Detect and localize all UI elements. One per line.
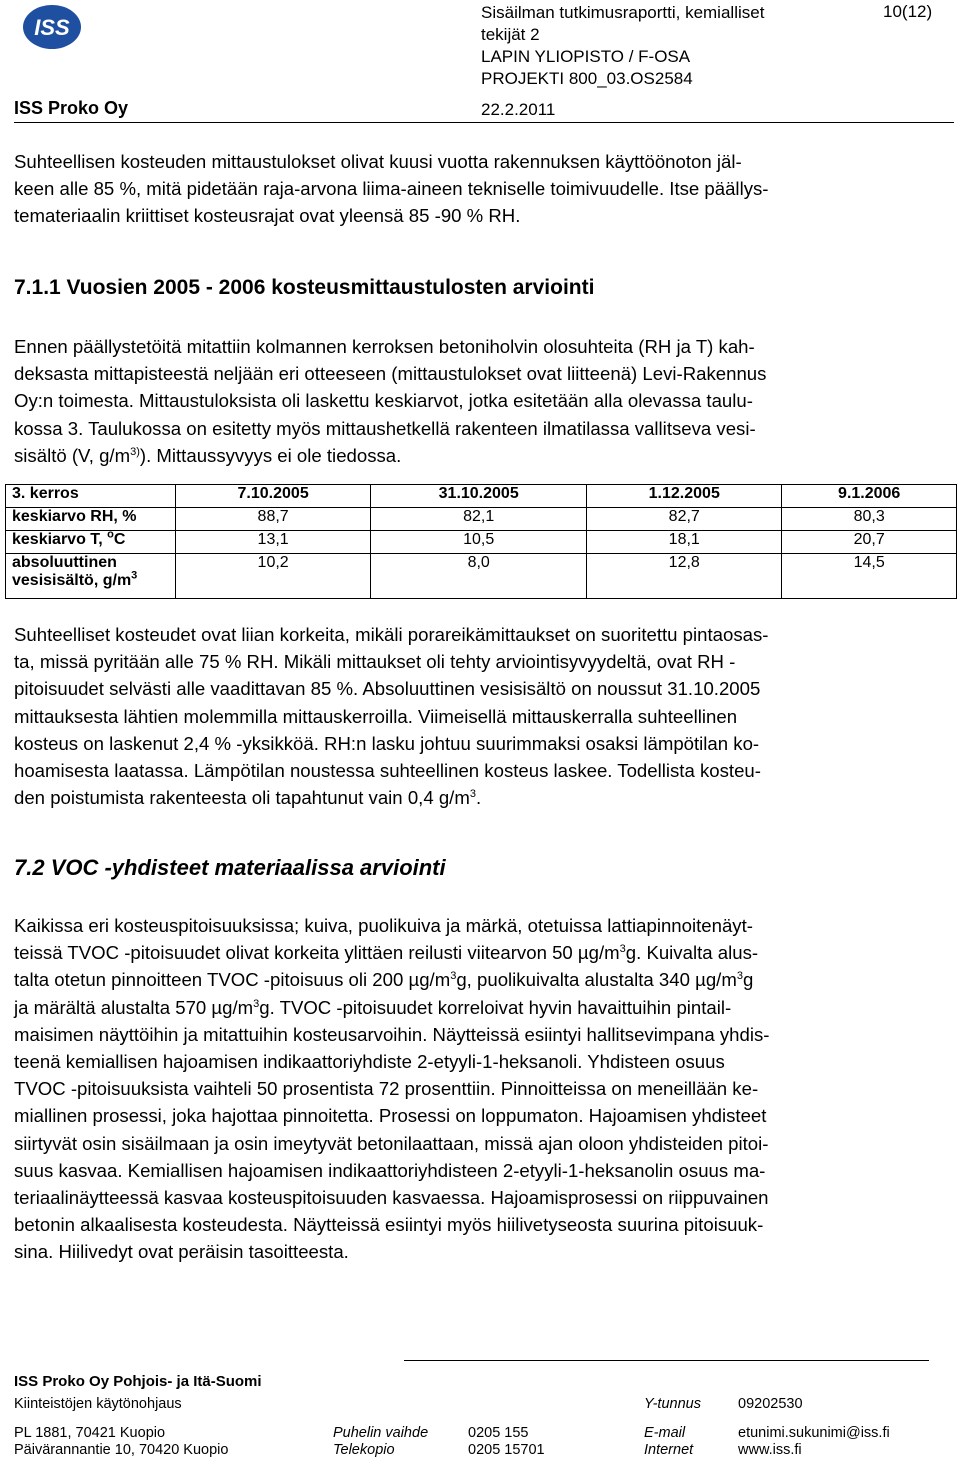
table-header-cell: 3. kerros [6,485,176,508]
iss-logo [22,4,82,50]
table-cell: 20,7 [782,531,957,554]
text-line: kossa 3. Taulukossa on esitetty myös mittaushetkellä rakenteen ilmatilassa vallitseva vesi- [14,417,756,439]
paragraph-measurements [14,333,946,469]
text-line: Ennen päällystetöitä mitattiin kolmannen kerroksen betoniholvin olosuhteita (RH ja T) kah- [14,336,755,357]
table-row [6,531,957,554]
table-cell: 8,0 [371,554,587,599]
footer-company: ISS Proko Oy Pohjois- ja Itä-Suomi [14,1373,262,1390]
report-project-line: PROJEKTI 800_03.OS2584 [481,69,693,88]
text-line: kosteus on laskenut 2,4 % -yksikköä. RH:n lasku johtuu suurimmaksi osaksi lämpötilan ko- [14,732,760,754]
report-client-line: LAPIN YLIOPISTO / F-OSA [481,47,691,66]
paragraph-analysis [14,621,946,811]
text-line: TVOC -pitoisuuksista vaihteli 50 prosentista 72 prosenttiin. Pinnoitteissa on meneillään ke- [14,1078,759,1100]
footer-web-label: Internet [644,1442,694,1458]
page-number: 10(12) [883,2,933,21]
footer-fax: 0205 15701 [468,1442,545,1458]
table-cell: 88,7 [176,508,371,531]
footer-street-address: Päivärannantie 10, 70420 Kuopio [14,1442,229,1458]
text-line: teriaalinäytteessä kasvaa kosteuspitoisuuden kasvaessa. Hajoamisprosessi on riippuvainen [14,1187,769,1209]
text-line: keen alle 85 %, mitä pidetään raja-arvona liima-aineen tekniselle toimivuudelle. Itse päällys- [14,178,769,200]
text-line: ta, missä pyritään alle 75 % RH. Mikäli mittaukset oli tehty arviointisyvyydeltä, ovat RH - [14,651,736,673]
table-cell: 80,3 [782,508,957,531]
text-line: siirtyvät osin sisäilmaan ja osin imeytyvät betonilaattaan, missä ajan oloon yhdisteiden pitoi- [14,1132,769,1154]
table-cell: 82,1 [371,508,587,531]
table-header-cell: 7.10.2005 [176,485,371,508]
footer-email-label: E-mail [644,1425,686,1441]
text-line: hoamisesta laatassa. Lämpötilan noustessa suhteellinen kosteus laskee. Todellista kosteu- [14,760,761,782]
paragraph-rh-results [14,148,946,230]
table-cell: 14,5 [782,554,957,599]
table-row [6,508,957,531]
text-line: temateriaalin kriittiset kosteusrajat ovat yleensä 85 -90 % RH. [14,205,521,227]
text-line: den poistumista rakenteesta oli tapahtunut vain 0,4 $g/m^3$. [14,787,482,809]
footer-web: www.iss.fi [738,1442,802,1458]
text-line: sina. Hiilivedyt ovat peräisin tasoitteesta. [14,1241,349,1263]
measurement-table [5,484,957,599]
report-title-line1: Sisäilman tutkimusraportti, kemialliset [481,3,765,22]
text-line: deksasta mittapisteestä neljään eri otteeseen (mittaustulokset ovat liitteenä) Levi-Rakennus [14,363,767,385]
row-label: keskiarvo RH, % [6,508,176,531]
report-header-info [481,2,764,90]
footer-phone-label: Puhelin vaihde [333,1425,429,1441]
footer-ytunnus: 09202530 [738,1396,803,1412]
table-header-cell: 1.12.2005 [587,485,782,508]
text-line: pitoisuudet selvästi alle vaadittavan 85 %. Absoluuttinen vesisisältö on noussut 31.10.2005 [14,678,761,700]
header-company: ISS Proko Oy [14,98,129,118]
footer-divider [404,1360,929,1361]
text-line: Suhteellisen kosteuden mittaustulokset olivat kuusi vuotta rakennuksen käyttöönoton jäl- [14,151,742,172]
text-line: Oy:n toimesta. Mittaustuloksista oli laskettu keskiarvot, jotka esitetään alla olevassa taulu- [14,390,753,412]
text-line: Kaikissa eri kosteuspitoisuuksissa; kuiva, puolikuiva ja märkä, otetuissa lattiapinnoitenäyt- [14,915,753,936]
footer-email: etunimi.sukunimi@iss.fi [738,1425,890,1441]
header-date: 22.2.2011 [481,100,556,119]
footer-ytunnus-label: Y-tunnus [644,1396,701,1412]
text-line: Suhteelliset kosteudet ovat liian korkeita, mikäli porareikämittaukset on suoritettu pintaosas- [14,624,769,645]
table-header-cell: 31.10.2005 [371,485,587,508]
report-title-line2: tekijät 2 [481,25,540,44]
footer-postal-address: PL 1881, 70421 Kuopio [14,1425,166,1441]
section-heading-7-2: 7.2 VOC -yhdisteet materiaalissa arviointi [14,855,446,880]
row-label: keskiarvo T, $^o$C [6,531,176,554]
footer-fax-label: Telekopio [333,1442,395,1458]
text-line: betonin alkaalisesta kosteudesta. Näytteissä esiintyi myös hiilivetyseosta suurina pitoisuuk- [14,1214,764,1236]
text-line: teenä kemiallisen hajoamisen indikaattoriyhdiste 2-etyyli-1-heksanoli. Yhdisteen osuus [14,1051,725,1073]
table-cell: 10,5 [371,531,587,554]
text-line: mittauksesta lähtien molemmilla mittauskerroilla. Viimeisellä mittauskerralla suhteellinen [14,705,738,727]
table-cell: 10,2 [176,554,371,599]
paragraph-voc [14,912,946,1266]
table-cell: 18,1 [587,531,782,554]
text-line: sisältö (V, $g/m^{3)}$). Mittaussyvyys ei ole tiedossa. [14,444,402,466]
header-divider [14,122,954,123]
footer-dept: Kiinteistöjen käytönohjaus [14,1396,182,1412]
section-heading-7-1-1: 7.1.1 Vuosien 2005 - 2006 kosteusmittaustulosten arviointi [14,276,595,299]
text-line: maisimen näyttöihin ja mitattuihin kosteusarvoihin. Näytteissä esiintyi hallitsevimpana yhdis- [14,1023,770,1045]
table-header-cell: 9.1.2006 [782,485,957,508]
text-line: miallinen prosessi, joka hajottaa pinnoitetta. Prosessi on loppumaton. Hajoamisen yhdisteet [14,1105,767,1127]
footer-phone: 0205 155 [468,1425,529,1441]
table-header-row [6,485,957,508]
text-line: talta otetun pinnoitteen TVOC -pitoisuus oli 200 $\mu g/m^3g$, puolikuivalta alustalta 340 $\mu g/m^3g$ [14,969,754,991]
table-cell: 12,8 [587,554,782,599]
row-label: absoluuttinen vesisisältö, $g/m^3$ [6,554,176,599]
text-line: ja märältä alustalta 570 $\mu g/m^3g$. TVOC -pitoisuudet korreloivat hyvin havaittuihin pintail- [14,996,732,1018]
text-line: teissä TVOC -pitoisuudet olivat korkeita ylittäen reilusti viitearvon 50 $\mu g/m^3g$. Kuivalta alus- [14,942,759,964]
table-row [6,554,957,599]
table-cell: 82,7 [587,508,782,531]
svg-text:ISS: ISS [34,15,70,40]
text-line: suus kasvaa. Kemiallisen hajoamisen indikaattoriyhdisteen 2-etyyli-1-heksanolin osuus ma- [14,1159,766,1181]
table-cell: 13,1 [176,531,371,554]
